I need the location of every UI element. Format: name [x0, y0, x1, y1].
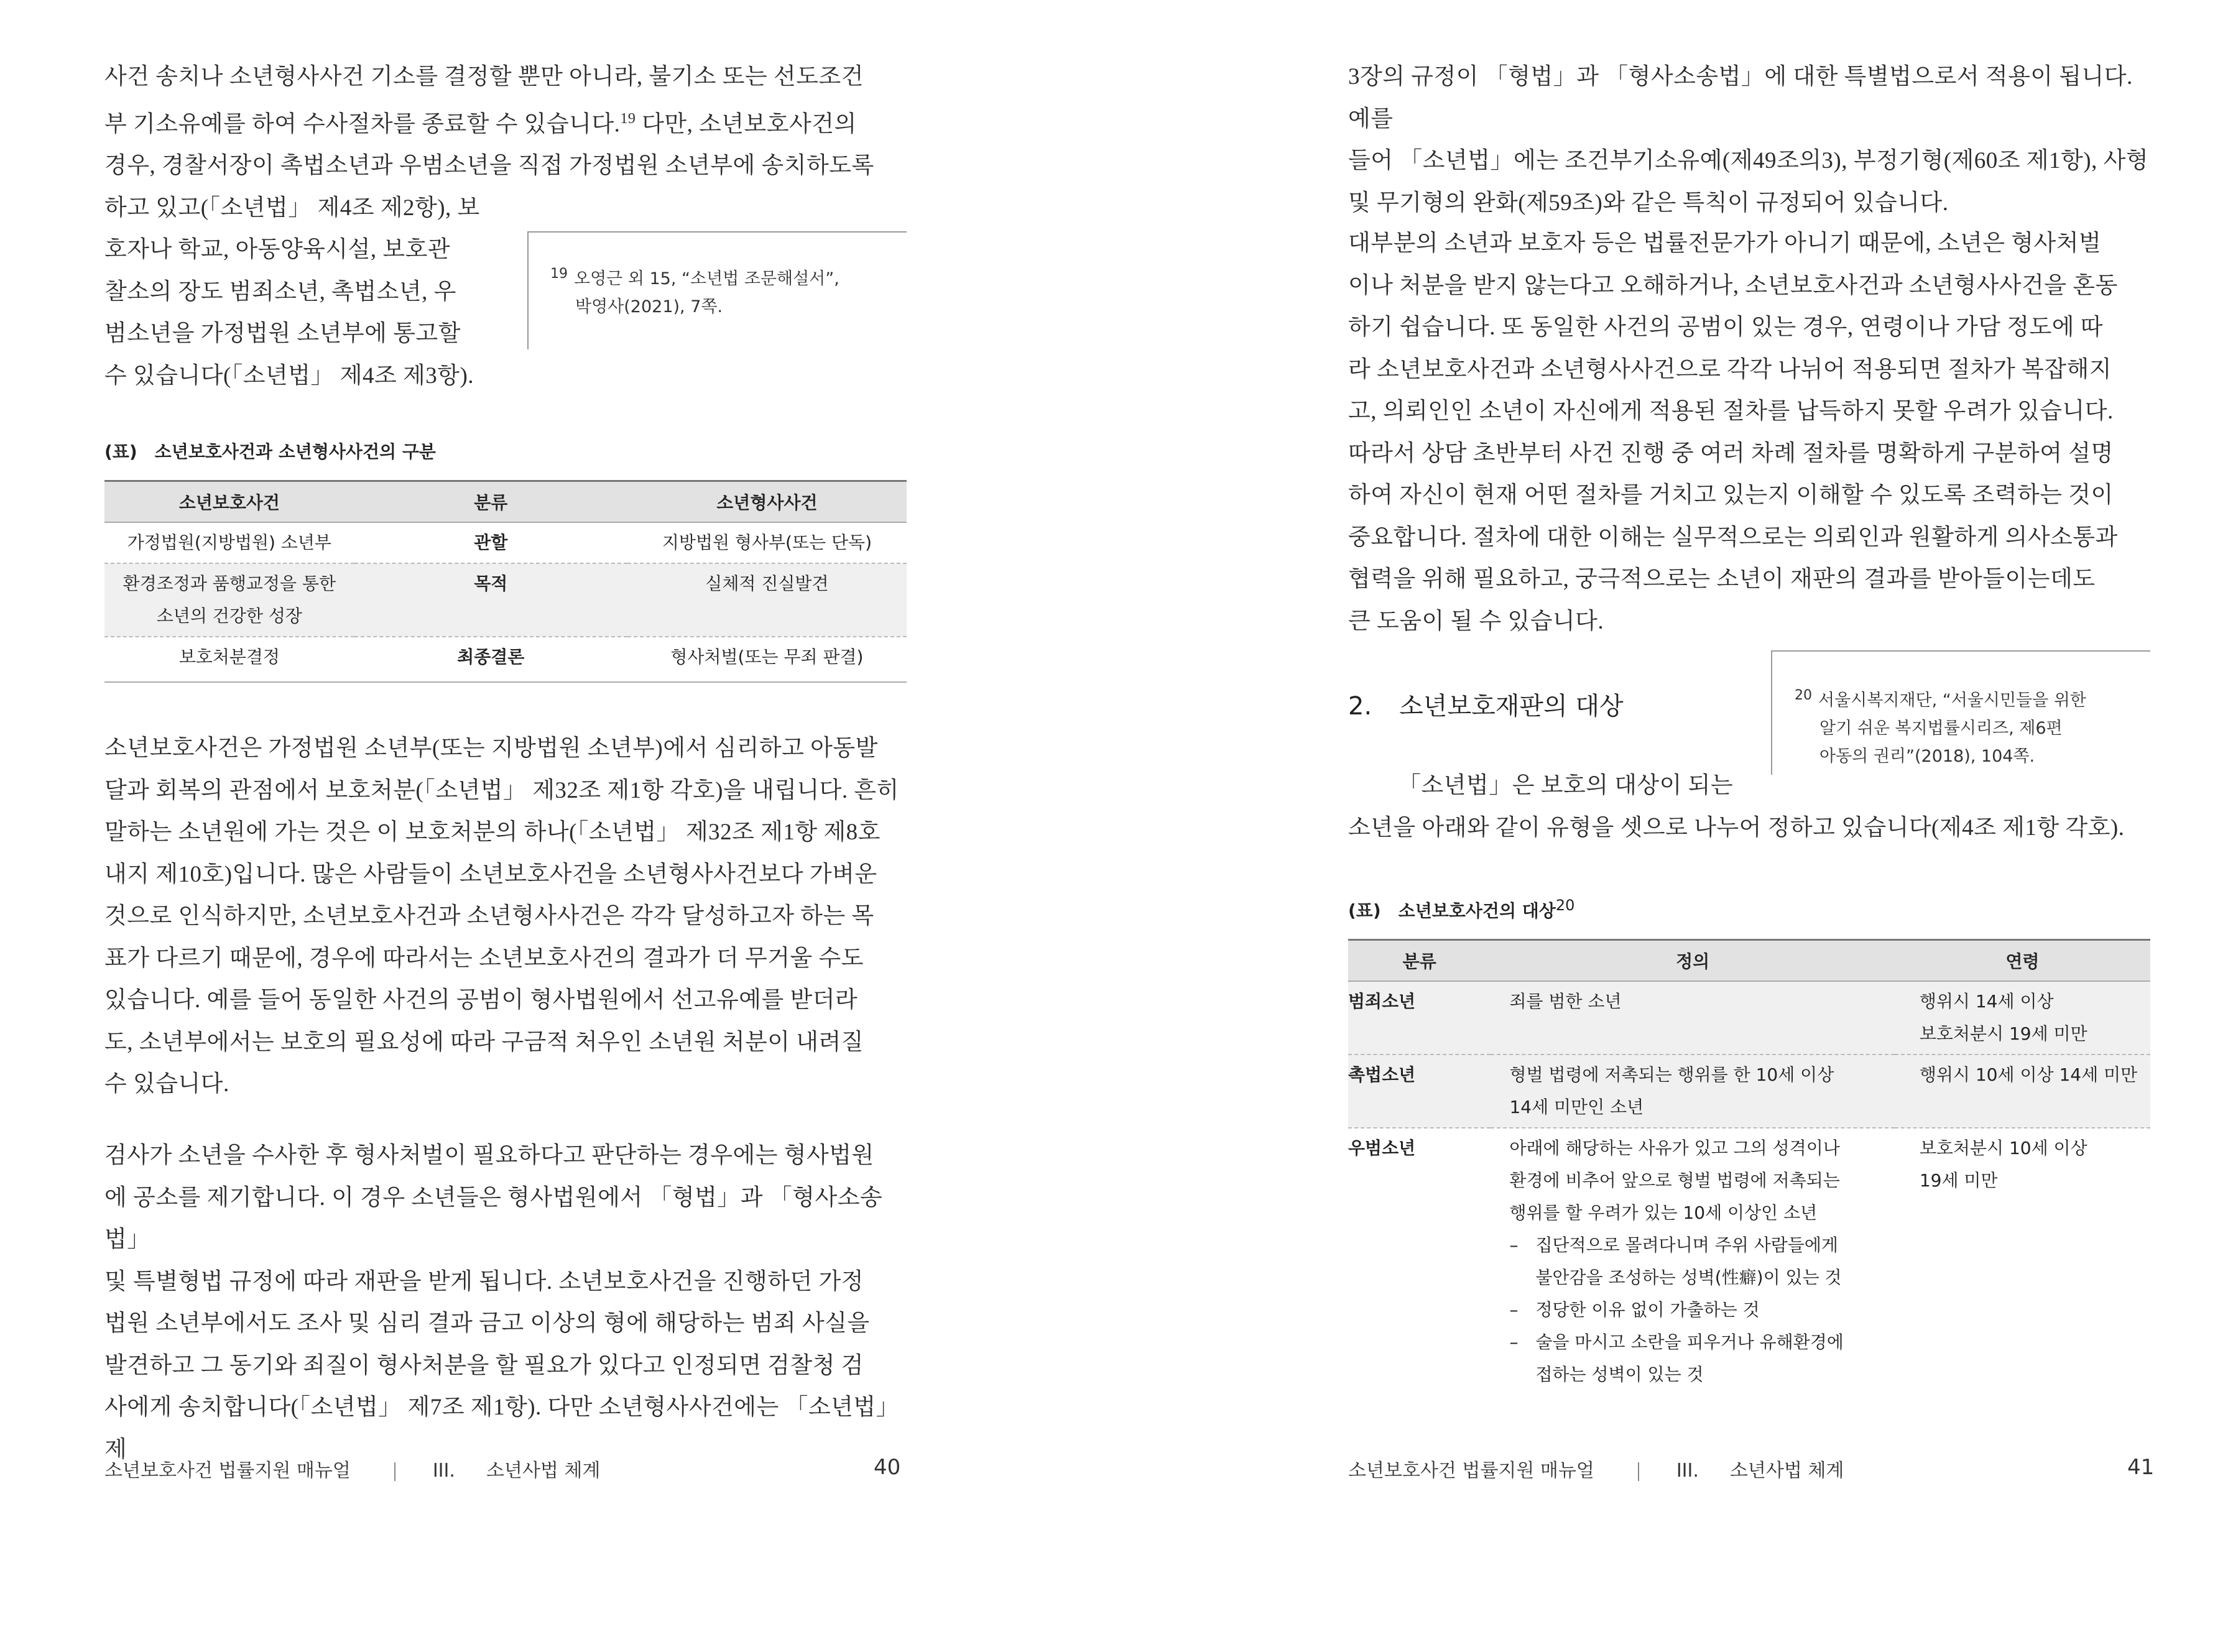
text-line: 「소년법」은 보호의 대상이 되는 — [1398, 773, 1734, 798]
list-item: – 정당한 이유 없이 가출하는 것 — [1509, 1299, 1760, 1320]
table-header-row — [104, 481, 907, 523]
paragraph-special-rules — [1348, 56, 2150, 224]
paragraph-confusion — [1348, 223, 2150, 642]
table-row — [104, 522, 907, 563]
text-line: 하고 있고(「소년법」 제4조 제2항), 보 — [104, 195, 480, 221]
book-title: 소년보호사건 법률지원 매뉴얼 — [1348, 1460, 1594, 1482]
table-cell: 죄를 범한 소년 — [1491, 981, 1894, 1054]
text-line: 말하는 소년원에 가는 것은 이 보호처분의 하나(「소년법」 제32조 제1항 제8호 — [104, 819, 881, 845]
table-cell: 목적 — [354, 563, 627, 637]
footer-divider — [1638, 1462, 1639, 1481]
text-line: 발견하고 그 동기와 죄질이 형사처분을 할 필요가 있다고 인정되면 검찰청 검 — [104, 1352, 864, 1378]
case-distinction-table — [104, 480, 907, 677]
text-line: 것으로 인식하지만, 소년보호사건과 소년형사사건은 각각 달성하고자 하는 목 — [104, 903, 874, 929]
table-row — [104, 637, 907, 677]
text-line: 소년을 아래와 같이 유형을 셋으로 나누어 정하고 있습니다(제4조 제1항 각호). — [1348, 814, 2125, 841]
col-header: 연령 — [1895, 940, 2150, 982]
text-line: 및 특별형법 규정에 따라 재판을 받게 됩니다. 소년보호사건을 진행하던 가정 — [104, 1268, 864, 1294]
footnote-rule — [1771, 650, 2150, 652]
table-row — [1348, 1128, 2150, 1395]
list-item: – 집단적으로 몰려다니며 주위 사람들에게 불안감을 조성하는 성벽(性癖)이 있는 것 — [1509, 1235, 1842, 1288]
text-line: 3장의 규정이 「형법」과 「형사소송법」에 대한 특별법으로서 적용이 됩니다. 예를 — [1348, 64, 2133, 132]
footnote-divider — [527, 231, 529, 349]
page-footer — [104, 1455, 600, 1482]
table-cell: 실체적 진실발견 — [627, 563, 907, 637]
text-line: 협력을 위해 필요하고, 궁극적으로는 소년이 재판의 결과를 받아들이는데도 — [1348, 566, 2096, 592]
col-header: 분류 — [354, 481, 627, 523]
section-number: III. — [432, 1460, 455, 1482]
table-cell: 관할 — [354, 522, 627, 563]
paragraph-targets — [1348, 765, 2157, 849]
text-line: 있습니다. 예를 들어 동일한 사건의 공범이 형사법원에서 선고유예를 받더라 — [104, 987, 858, 1013]
col-header: 소년형사사건 — [627, 481, 907, 523]
text-line: 사건 송치나 소년형사사건 기소를 결정할 뿐만 아니라, 불기소 또는 선도조건 — [104, 64, 864, 90]
text-line: 에 공소를 제기합니다. 이 경우 소년들은 형사법원에서 「형법」과 「형사소송법」 — [104, 1184, 883, 1252]
table-cell: 촉법소년 — [1348, 1054, 1491, 1128]
text-line: 하여 자신이 현재 어떤 절차를 거치고 있는지 이해할 수 있도록 조력하는 것이 — [1348, 482, 2114, 508]
text-line: 범소년을 가정법원 소년부에 통고할 — [104, 321, 461, 347]
text-line: 하기 쉽습니다. 또 동일한 사건의 공범이 있는 경우, 연령이나 가담 정도에 따 — [1348, 315, 2104, 340]
text-line: 대부분의 소년과 보호자 등은 법률전문가가 아니기 때문에, 소년은 형사처벌 — [1348, 231, 2102, 256]
table-header-row — [1348, 940, 2150, 982]
page-number: 40 — [874, 1455, 901, 1480]
left-page — [0, 0, 1116, 1652]
text-line: 내지 제10호)입니다. 많은 사람들이 소년보호사건을 소년형사사건보다 가벼운 — [104, 861, 877, 887]
text-line: 라 소년보호사건과 소년형사사건으로 각각 나뉘어 적용되면 절차가 복잡해지 — [1348, 356, 2112, 382]
text-line: 검사가 소년을 수사한 후 형사처벌이 필요하다고 판단하는 경우에는 형사법원 — [104, 1143, 874, 1168]
text-line: 따라서 상담 초반부터 사건 진행 중 여러 차례 절차를 명확하게 구분하여 설명 — [1348, 440, 2114, 466]
text-line: 수 있습니다. — [104, 1071, 229, 1097]
paragraph-prosecution — [104, 1135, 907, 1470]
table-cell: 형벌 법령에 저촉되는 행위를 한 10세 이상 14세 미만인 소년 — [1491, 1054, 1894, 1128]
intro-paragraph — [104, 56, 907, 397]
section-number: III. — [1676, 1460, 1699, 1482]
protection-target-table — [1348, 939, 2150, 1395]
section-title: 소년사법 체계 — [486, 1460, 601, 1482]
table-cell: 형사처벌(또는 무죄 판결) — [670, 647, 864, 667]
table-cell: 최종결론 — [457, 647, 525, 667]
footnote-ref[interactable]: 20 — [1555, 897, 1575, 914]
text-line: 큰 도움이 될 수 있습니다. — [1348, 608, 1604, 634]
section-title: 소년사법 체계 — [1729, 1460, 1844, 1482]
table-cell: 행위시 10세 이상 14세 미만 — [1895, 1054, 2150, 1128]
table-caption: (표) 소년보호사건과 소년형사사건의 구분 — [104, 441, 436, 462]
list-item: – 술을 마시고 소란을 피우거나 유해환경에 접하는 성벽이 있는 것 — [1509, 1332, 1844, 1385]
footnote-ref[interactable]: 19 — [620, 110, 636, 127]
table-cell: 보호처분시 10세 이상 19세 미만 — [1919, 1138, 2087, 1191]
col-header: 정의 — [1491, 940, 1894, 982]
section-heading: 2. 소년보호재판의 대상 — [1348, 692, 1624, 721]
table-cell: 범죄소년 — [1348, 981, 1491, 1054]
table-caption: (표) 소년보호사건의 대상$^{20}$ — [1348, 897, 1575, 921]
table-row — [1348, 1054, 2150, 1128]
text-line: 달과 회복의 관점에서 보호처분(「소년법」 제32조 제1항 각호)을 내립니다. 흔히 — [104, 777, 899, 803]
text-line: 찰소의 장도 범죄소년, 촉법소년, 우 — [104, 279, 456, 305]
table-cell: 행위시 14세 이상 보호처분시 19세 미만 — [1895, 981, 2150, 1054]
condition-list — [1509, 1229, 1888, 1391]
text-line: 수 있습니다(「소년법」 제4조 제3항). — [104, 362, 474, 389]
footnote-20: $^{20}$ 서울시복지재단, “서울시민들을 위한 알기 쉬운 복지법률시리즈, 제6편 아동의 권리”(2018), 104쪽. — [1795, 688, 2086, 766]
text-line: 소년보호사건은 가정법원 소년부(또는 지방법원 소년부)에서 심리하고 아동발 — [104, 736, 878, 761]
footnote-19: $^{19}$ 오영근 외 15, “소년법 조문해설서”, 박영사(2021), 7쪽. — [550, 266, 839, 316]
right-page — [1117, 0, 2233, 1652]
text-line: 이나 처분을 받지 않는다고 오해하거나, 소년보호사건과 소년형사사건을 혼동 — [1348, 272, 2118, 298]
table-cell: 아래에 해당하는 사유가 있고 그의 성격이나 환경에 비추어 앞으로 형벌 법령에 저촉되는 행위를 할 우려가 있는 10세 이상인 소년 – 집단적으로 몰려다니며 주위 사람들에게 불안감을 조성하는 성벽(性癖)이 있는 것 – 정당한 이유 없이 가출하는 것 – 술을 마시고 소란을 피우거나 유해환경에 접하는 성벽이 있는 것 — [1491, 1128, 1894, 1395]
text-line: 중요합니다. 절차에 대한 이해는 실무적으로는 의뢰인과 원활하게 의사소통과 — [1348, 524, 2118, 550]
table-cell: 보호처분결정 — [178, 647, 280, 667]
text-line: 사에게 송치합니다(「소년법」 제7조 제1항). 다만 소년형사사건에는 「소년법」 제 — [104, 1395, 900, 1462]
book-title: 소년보호사건 법률지원 매뉴얼 — [104, 1460, 351, 1482]
footnote-rule — [527, 231, 907, 233]
page-number: 41 — [2127, 1455, 2155, 1480]
text-line: 표가 다르기 때문에, 경우에 따라서는 소년보호사건의 결과가 더 무거울 수도 — [104, 945, 864, 971]
footer-divider — [394, 1462, 395, 1481]
text-line: 법원 소년부에서도 조사 및 심리 결과 금고 이상의 형에 해당하는 범죄 사실을 — [104, 1311, 870, 1336]
text-line: 호자나 학교, 아동양육시설, 보호관 — [104, 237, 451, 263]
table-cell: 지방법원 형사부(또는 단독) — [627, 522, 907, 563]
text-line: 도, 소년부에서는 보호의 필요성에 따라 구금적 처우인 소년원 처분이 내려질 — [104, 1029, 864, 1055]
text-line: 들어 「소년법」에는 조건부기소유예(제49조의3), 부정기형(제60조 제1항), 사형 — [1348, 148, 2149, 173]
footnote-divider — [1771, 650, 1772, 775]
table-cell: 우범소년 — [1348, 1138, 1416, 1158]
page-footer — [1348, 1455, 1844, 1482]
table-cell: 환경조정과 품행교정을 통한 소년의 건강한 성장 — [104, 563, 354, 637]
table-bottom-rule — [104, 681, 907, 683]
paragraph-protection-cases — [104, 727, 907, 1105]
table-row — [104, 563, 907, 637]
text-line: 경우, 경찰서장이 촉법소년과 우범소년을 직접 가정법원 소년부에 송치하도록 — [104, 153, 874, 179]
col-header: 분류 — [1348, 940, 1491, 982]
text-line: 고, 의뢰인인 소년이 자신에게 적용된 절차를 납득하지 못할 우려가 있습니다. — [1348, 399, 2114, 424]
col-header: 소년보호사건 — [104, 481, 354, 523]
table-cell: 가정법원(지방법원) 소년부 — [104, 522, 354, 563]
text-line: 및 무기형의 완화(제59조)와 같은 특칙이 규정되어 있습니다. — [1348, 190, 1949, 216]
text-line: 부 기소유예를 하여 수사절차를 종료할 수 있습니다.$^{19}$ 다만, 소년보호사건의 — [104, 110, 857, 137]
table-row — [1348, 981, 2150, 1054]
